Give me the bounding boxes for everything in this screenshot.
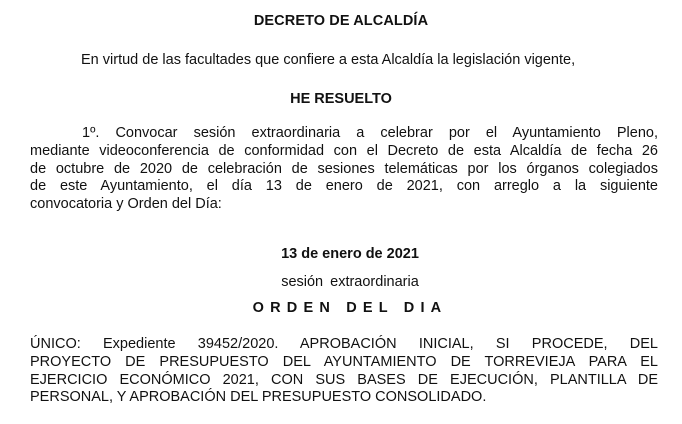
paragraph-line: mediante videoconferencia de conformidad con el Decreto de esta Alcaldía de fecha 26 <box>30 142 658 159</box>
resolution-heading: HE RESUELTO <box>290 91 392 107</box>
session-date: 13 de enero de 2021 <box>281 246 419 262</box>
session-type: sesión extraordinaria <box>281 274 419 290</box>
document-title: DECRETO DE ALCALDÍA <box>253 13 429 29</box>
paragraph-line: de octubre de 2020 de celebración de sesiones telemáticas por los órganos colegiados <box>30 160 658 177</box>
agenda-item-line: PROYECTO DE PRESUPUESTO DEL AYUNTAMIENTO DE TORREVIEJA PARA EL <box>30 353 658 370</box>
agenda-item-line: ÚNICO: Expediente 39452/2020. APROBACIÓN INICIAL, SI PROCEDE, DEL <box>30 336 658 352</box>
paragraph-line: 1º. Convocar sesión extraordinaria a celebrar por el Ayuntamiento Pleno, <box>82 125 658 141</box>
paragraph-line: convocatoria y Orden del Día: <box>30 196 222 213</box>
agenda-item-line: PERSONAL, Y APROBACIÓN DEL PRESUPUESTO CONSOLIDADO. <box>30 389 487 406</box>
paragraph-line: de este Ayuntamiento, el día 13 de enero de 2021, con arreglo a la siguiente <box>30 178 658 195</box>
agenda-heading: ORDEN DEL DIA <box>252 300 448 316</box>
agenda-item-line: EJERCICIO ECONÓMICO 2021, CON SUS BASES DE EJECUCIÓN, PLANTILLA DE <box>30 371 658 388</box>
intro-text: En virtud de las facultades que confiere a esta Alcaldía la legislación vigente, <box>81 52 576 68</box>
resolution-paragraph <box>30 125 658 214</box>
agenda-item <box>30 336 658 407</box>
